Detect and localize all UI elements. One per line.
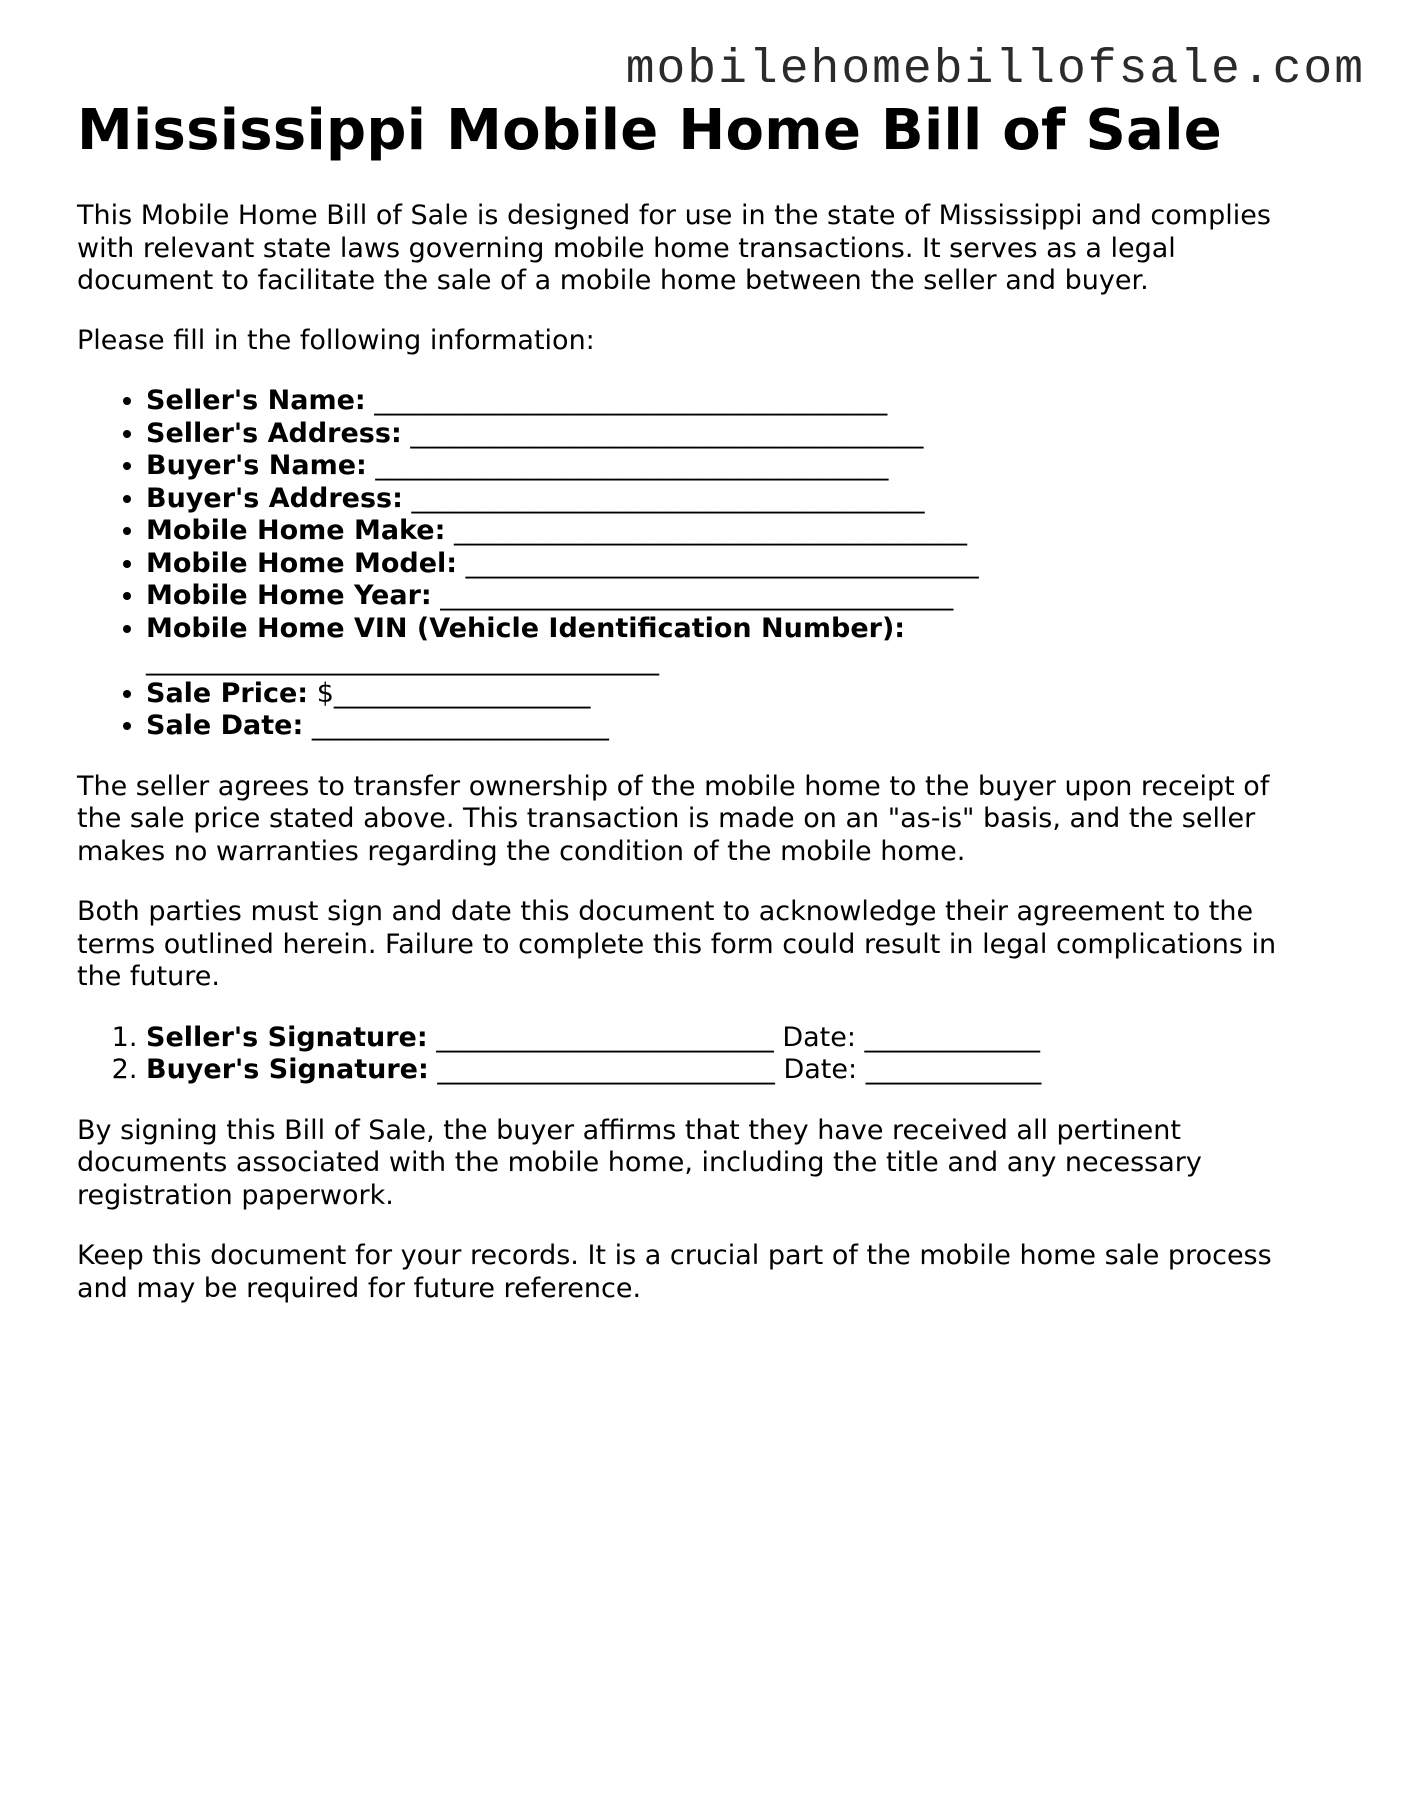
field-blank-line: ______________________________________ (445, 515, 967, 546)
field-seller-name (146, 385, 1317, 418)
document-title: Mississippi Mobile Home Bill of Sale (77, 98, 1223, 163)
records-paragraph: Keep this document for your records. It is a crucial part of the mobile home sale process and may be required for future reference. (77, 1240, 1272, 1304)
field-blank-line: ______________________________________ (365, 385, 888, 416)
transfer-paragraph: The seller agrees to transfer ownership of the mobile home to the buyer upon receipt of the sale price stated above. This transaction is made on an "as-is" basis, and the seller makes no warranties regarding the condition of the mobile home. (77, 770, 1270, 867)
field-label: Mobile Home Year: (146, 580, 432, 611)
field-blank-line: ______________________________________ (402, 482, 925, 514)
field-blank-line: ______________________________________ (366, 450, 889, 481)
field-label: Sale Price: (146, 677, 309, 709)
signature-buyer (146, 1054, 1317, 1087)
field-blank-line: $___________________ (308, 677, 591, 709)
date-line: _____________ (855, 1021, 1041, 1053)
signature-label: Buyer's Signature: (146, 1054, 429, 1085)
field-home-make (146, 515, 1317, 548)
field-label: Buyer's Name: (146, 450, 367, 481)
date-line: _____________ (857, 1054, 1042, 1085)
field-blank-line: ______________________________________ (457, 547, 979, 579)
date-label: Date: (783, 1054, 858, 1085)
field-seller-address (146, 418, 1317, 451)
field-home-model (146, 548, 1317, 581)
field-label: Mobile Home VIN (Vehicle Identification Number): (146, 612, 906, 644)
signature-list (77, 1022, 1317, 1087)
field-buyer-address (146, 483, 1317, 516)
date-label: Date: (782, 1021, 856, 1053)
document-page (77, 96, 1317, 1305)
field-blank-line: ______________________________________ (146, 645, 659, 676)
field-blank-line: ______________________ (303, 710, 609, 741)
signing-requirement-paragraph: Both parties must sign and date this document to acknowledge their agreement to the terms outlined herein. Failure to complete this form could result in legal complications in the future. (77, 896, 1277, 992)
field-blank-line: ______________________________________ (401, 417, 924, 449)
field-label: Mobile Home Model: (146, 547, 458, 579)
signature-line: _________________________ (427, 1021, 783, 1053)
fill-prompt: Please fill in the following information: (77, 324, 595, 356)
field-label: Seller's Address: (146, 417, 402, 449)
site-watermark: mobilehomebillofsale.com (625, 43, 1365, 97)
field-list (77, 385, 1317, 743)
field-label: Seller's Name: (146, 385, 366, 416)
field-home-vin (146, 613, 1317, 678)
field-home-year (146, 580, 1317, 613)
field-sale-date (146, 710, 1317, 743)
field-label: Mobile Home Make: (146, 515, 446, 546)
intro-paragraph: This Mobile Home Bill of Sale is designed for use in the state of Mississippi and complies with relevant state laws governing mobile home transactions. It serves as a legal document to facilitate the sale of a mobile home between the seller and buyer. (77, 200, 1271, 296)
field-label: Buyer's Address: (146, 482, 403, 514)
affirmation-paragraph: By signing this Bill of Sale, the buyer affirms that they have received all pertinent documents associated with the mobile home, including the title and any necessary registration paperwork. (77, 1114, 1202, 1211)
signature-label: Seller's Signature: (146, 1021, 428, 1053)
field-blank-line: ______________________________________ (431, 580, 954, 611)
field-sale-price (146, 678, 1317, 711)
signature-seller (146, 1022, 1317, 1055)
field-label: Sale Date: (146, 710, 304, 741)
signature-line: _________________________ (428, 1054, 784, 1085)
field-buyer-name (146, 450, 1317, 483)
